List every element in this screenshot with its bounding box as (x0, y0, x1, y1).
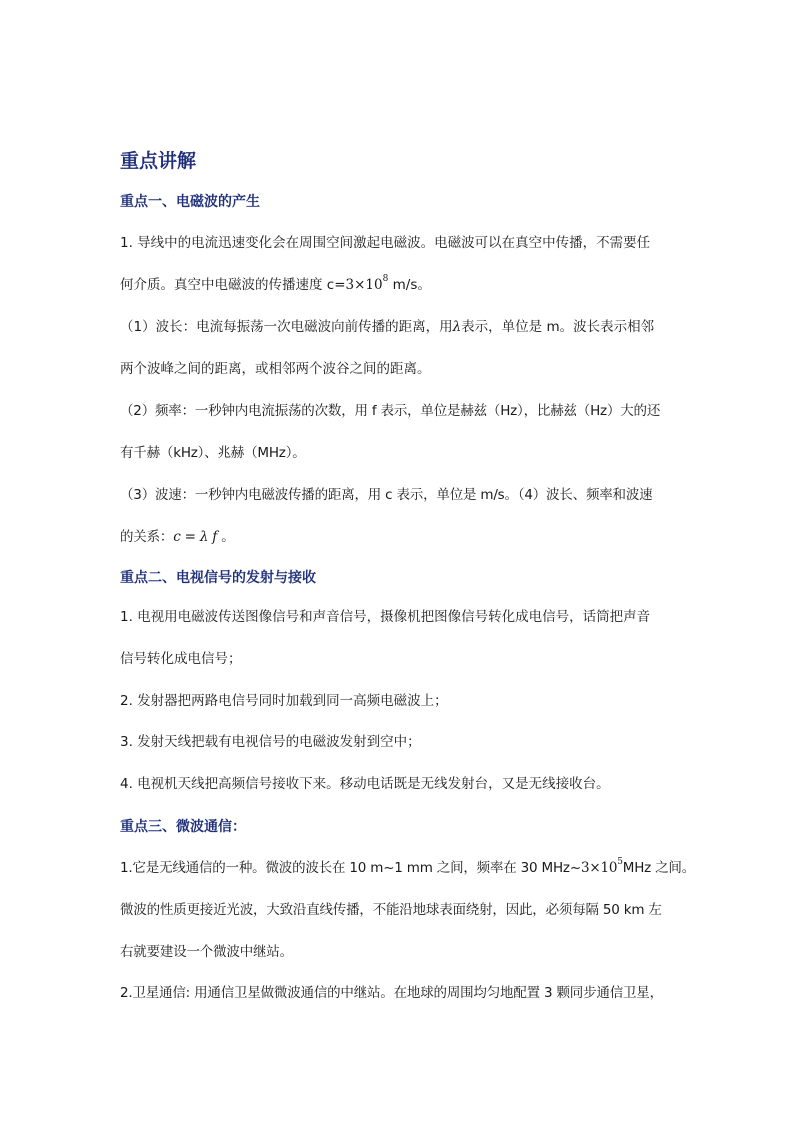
formula-speed (345, 274, 389, 293)
paragraph-3-2 (120, 972, 680, 1014)
formula-wave-relation: c = λ f (173, 529, 218, 545)
text-run: 表示，单位是 m。波长表示相邻 (461, 319, 655, 335)
paragraph-line: 2. 发射器把两路电信号同时加载到同一高频电磁波上； (120, 693, 448, 709)
page-title: 重点讲解 (120, 150, 197, 172)
text-run: 的关系： (120, 529, 174, 545)
formula-frequency (580, 857, 623, 876)
text-run: MHz 之间。 (622, 860, 696, 876)
paragraph-line: 微波的性质更接近光波，大致沿直线传播，不能沿地球表面绕射，因此，必须每隔 50 km 左 (120, 902, 662, 918)
section-heading-2: 重点二、电视信号的发射与接收 (120, 570, 316, 586)
paragraph-line: 1. 导线中的电流迅速变化会在周围空间激起电磁波。电磁波可以在真空中传播，不需要任 (120, 235, 651, 251)
paragraph-1-1 (120, 222, 680, 306)
paragraph-1-2 (120, 306, 680, 390)
paragraph-line: 信号转化成电信号； (120, 651, 242, 667)
paragraph-line: 3. 发射天线把载有电视信号的电磁波发射到空中； (120, 734, 421, 750)
paragraph-line: 两个波峰之间的距离，或相邻两个波谷之间的距离。 (120, 361, 431, 377)
paragraph-2-2 (120, 680, 680, 722)
paragraph-line (120, 516, 680, 558)
paragraph-line: 2.卫星通信: 用通信卫星做微波通信的中继站。在地球的周围均匀地配置 3 颗同步通信卫星， (120, 985, 663, 1001)
paragraph-line (120, 306, 680, 348)
paragraph-2-1 (120, 596, 680, 680)
paragraph-line (120, 847, 696, 889)
formula-base: 3×10 (345, 277, 383, 293)
paragraph-line: 1. 电视用电磁波传送图像信号和声音信号，摄像机把图像信号转化成电信号，话筒把声音 (120, 609, 651, 625)
paragraph-2-4 (120, 763, 680, 805)
text-run: 何介质。真空中电磁波的传播速度 c= (120, 277, 346, 293)
section-heading-1: 重点一、电磁波的产生 (120, 194, 260, 210)
text-run: （1）波长：电流每振荡一次电磁波向前传播的距离，用 (120, 319, 453, 335)
text-run: m/s。 (388, 277, 431, 293)
paragraph-1-3 (120, 390, 680, 474)
paragraph-line (120, 264, 680, 306)
formula-exponent: 5 (617, 857, 623, 867)
paragraph-2-3 (120, 721, 680, 763)
section-heading-3: 重点三、微波通信： (120, 819, 246, 835)
formula-base: 3×10 (580, 860, 618, 876)
paragraph-3-1 (120, 847, 696, 973)
formula-exponent: 8 (382, 274, 389, 284)
paragraph-line: 右就要建设一个微波中继站。 (120, 944, 293, 960)
paragraph-line: （3）波速：一秒钟内电磁波传播的距离，用 c 表示，单位是 m/s。（4）波长、频率和波速 (120, 487, 653, 503)
paragraph-line: 有千赫（kHz）、兆赫（MHz）。 (120, 445, 306, 461)
paragraph-line: （2）频率：一秒钟内电流振荡的次数，用 f 表示，单位是赫兹（Hz），比赫兹（Hz）大的还 (120, 403, 661, 419)
paragraph-1-4 (120, 474, 680, 558)
paragraph-line: 4. 电视机天线把高频信号接收下来。移动电话既是无线发射台，又是无线接收台。 (120, 776, 610, 792)
text-run: 。 (217, 529, 235, 545)
lambda-symbol: λ (452, 319, 462, 335)
text-run: 1.它是无线通信的一种。微波的波长在 10 m~1 mm 之间，频率在 30 MHz~ (120, 860, 581, 876)
